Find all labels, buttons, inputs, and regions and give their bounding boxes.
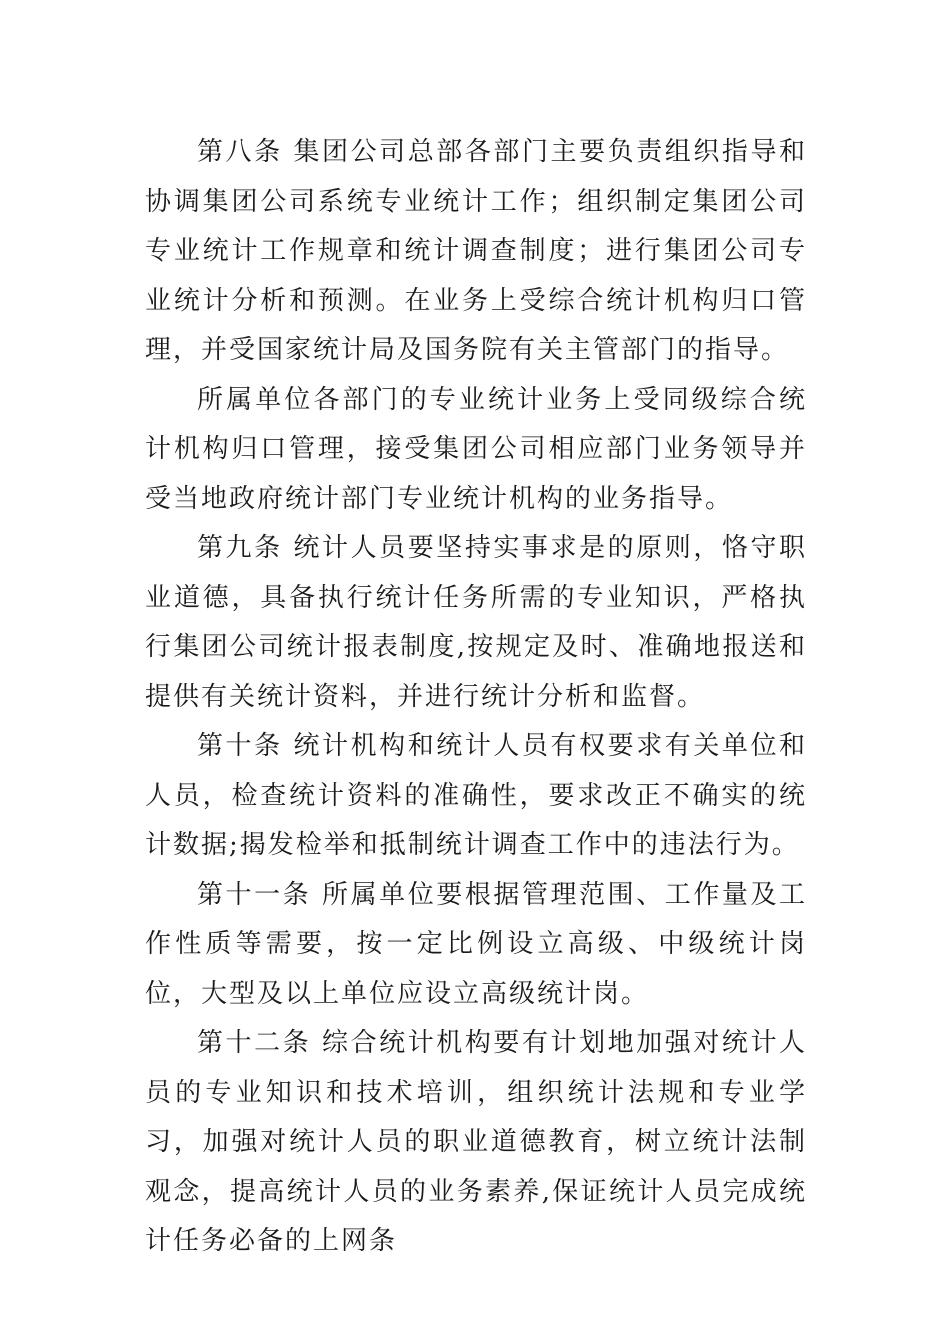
paragraph-subordinate-units: 所属单位各部门的专业统计业务上受同级综合统计机构归口管理，接受集团公司相应部门业务领导并受当地政府统计部门专业统计机构的业务指导。 — [145, 384, 807, 514]
paragraph-article-9: 第九条 统计人员要坚持实事求是的原则，恪守职业道德，具备执行统计任务所需的专业知识，严格执行集团公司统计报表制度,按规定及时、准确地报送和提供有关统计资料，并进行统计分析和监督。 — [145, 533, 807, 712]
document-body — [145, 128, 807, 1267]
paragraph-article-12: 第十二条 综合统计机构要有计划地加强对统计人员的专业知识和技术培训，组织统计法规和专业学习，加强对统计人员的职业道德教育，树立统计法制观念，提高统计人员的业务素养,保证统计人员完成统计任务必备的上网条 — [145, 1028, 807, 1256]
paragraph-article-11: 第十一条 所属单位要根据管理范围、工作量及工作性质等需要，按一定比例设立高级、中级统计岗位，大型及以上单位应设立高级统计岗。 — [145, 879, 807, 1009]
paragraph-article-8: 第八条 集团公司总部各部门主要负责组织指导和协调集团公司系统专业统计工作；组织制定集团公司专业统计工作规章和统计调查制度；进行集团公司专业统计分析和预测。在业务上受综合统计机构归口管理，并受国家统计局及国务院有关主管部门的指导。 — [145, 137, 807, 365]
paragraph-article-10: 第十条 统计机构和统计人员有权要求有关单位和人员，检查统计资料的准确性，要求改正不确实的统计数据;揭发检举和抵制统计调查工作中的违法行为。 — [145, 731, 807, 860]
